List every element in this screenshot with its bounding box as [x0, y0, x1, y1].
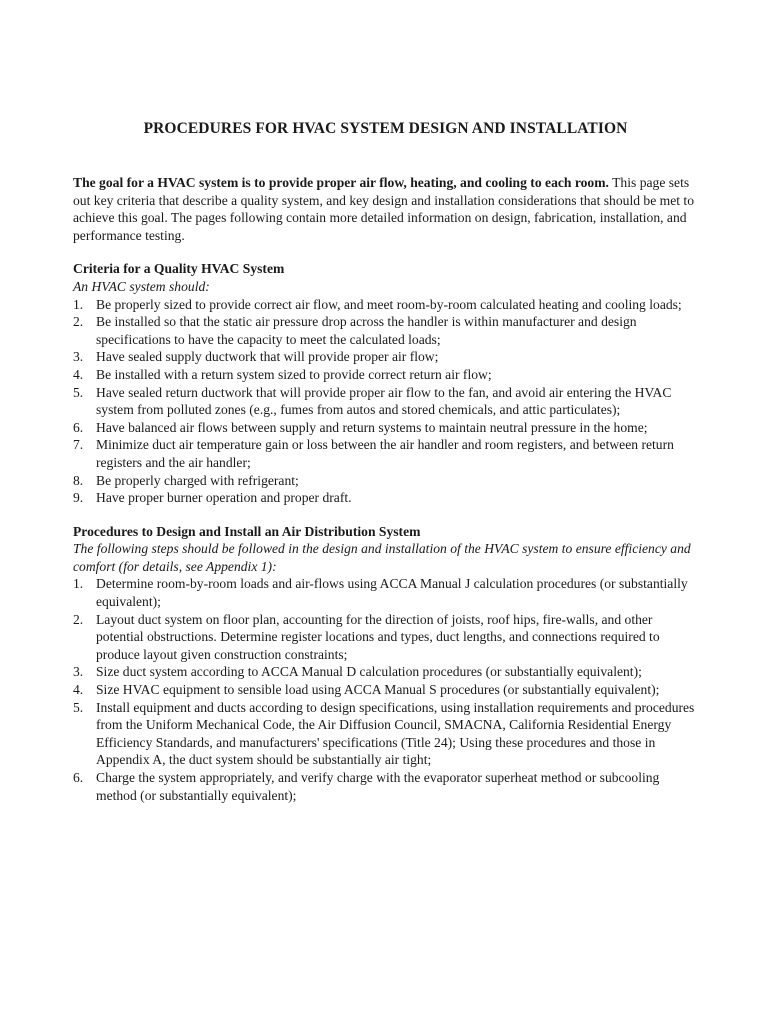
list-item: [73, 296, 698, 314]
list-item: [73, 611, 698, 664]
intro-body: This page sets out key criteria that describe a quality system, and key design and installation considerations that should be met to achieve this goal. The pages following contain more detailed information on design, fabrication, installation, and performance testing.: [73, 175, 695, 243]
list-item-text: Have proper burner operation and proper draft.: [96, 490, 352, 506]
list-item-text: Minimize duct air temperature gain or loss between the air handler and room registers, and between return registers and the air handler;: [96, 437, 674, 470]
list-item-text: Be properly sized to provide correct air flow, and meet room-by-room calculated heating and cooling loads;: [96, 296, 682, 312]
list-item-text: Determine room-by-room loads and air-flows using ACCA Manual J calculation procedures (or substantially equivalent);: [96, 576, 688, 610]
list-item: [73, 436, 698, 471]
procedures-subheading: The following steps should be followed in the design and installation of the HVAC system to ensure efficiency and comfort (for details, see Appendix 1):: [73, 541, 691, 574]
list-item-text: Be installed so that the static air pressure drop across the handler is within manufacturer and design specifications to have the capacity to meet the calculated loads;: [96, 314, 637, 347]
list-item-text: Be installed with a return system sized to provide correct return air flow;: [96, 366, 492, 382]
list-item-number: 2.: [73, 611, 84, 627]
list-item-number: 6.: [73, 419, 84, 435]
list-item: [73, 384, 698, 419]
document-title: PROCEDURES FOR HVAC SYSTEM DESIGN AND INSTALLATION: [143, 120, 628, 137]
list-item-number: 5.: [73, 384, 84, 400]
list-item: [73, 313, 698, 348]
criteria-subheading: An HVAC system should:: [73, 278, 210, 294]
list-item-text: Layout duct system on floor plan, accounting for the direction of joists, roof hips, fire-walls, and other potential obstructions. Determine register locations and types, duct lengths, and connections required to produce layout given construction constraints;: [96, 611, 660, 662]
list-item: [73, 681, 698, 699]
intro-lead: The goal for a HVAC system is to provide proper air flow, heating, and cooling to each room.: [73, 175, 609, 190]
procedures-heading: Procedures to Design and Install an Air Distribution System: [73, 523, 421, 539]
list-item: [73, 472, 698, 490]
list-item-text: Charge the system appropriately, and verify charge with the evaporator superheat method or subcooling method (or substantially equivalent);: [96, 770, 660, 803]
list-item-number: 2.: [73, 314, 84, 330]
list-item-number: 8.: [73, 472, 84, 488]
list-item: [73, 366, 698, 384]
list-item-number: 6.: [73, 770, 84, 785]
list-item: [73, 489, 698, 507]
criteria-list: [73, 296, 698, 507]
list-item: [73, 419, 698, 437]
list-item-number: 3.: [73, 664, 84, 680]
list-item-text: Have balanced air flows between supply and return systems to maintain neutral pressure in the home;: [96, 419, 648, 435]
list-item-number: 9.: [73, 490, 84, 506]
list-item-text: Be properly charged with refrigerant;: [96, 472, 299, 488]
list-item: [73, 699, 698, 769]
criteria-section: [73, 260, 698, 506]
procedures-list: [73, 575, 698, 804]
list-item-number: 5.: [73, 699, 84, 715]
list-item-text: Have sealed supply ductwork that will provide proper air flow;: [96, 349, 439, 365]
list-item-number: 7.: [73, 437, 84, 453]
list-item-number: 3.: [73, 349, 84, 365]
list-item-number: 1.: [73, 576, 84, 592]
criteria-heading: Criteria for a Quality HVAC System: [73, 261, 285, 277]
list-item-text: Have sealed return ductwork that will provide proper air flow to the fan, and avoid air entering the HVAC system from polluted zones (e.g., fumes from autos and stored chemicals, and attic particulates);: [96, 384, 672, 418]
intro-paragraph: [73, 174, 698, 244]
list-item-number: 4.: [73, 682, 84, 698]
list-item: [73, 348, 698, 366]
list-item-number: 4.: [73, 366, 84, 382]
list-item: [73, 769, 698, 804]
list-item: [73, 663, 698, 681]
list-item-text: Size HVAC equipment to sensible load using ACCA Manual S procedures (or substantially equivalent);: [96, 682, 660, 698]
list-item-text: Install equipment and ducts according to design specifications, using installation requirements and procedures from the Uniform Mechanical Code, the Air Diffusion Council, SMACNA, California Residential Energy Efficiency Standards, and manufacturers' specifications (Title 24); Using these procedures and those in Appendix A, the duct system should be substantially air tight;: [96, 699, 695, 768]
procedures-section: [73, 523, 698, 805]
list-item: [73, 575, 698, 610]
list-item-text: Size duct system according to ACCA Manual D calculation procedures (or substantially equivalent);: [96, 664, 642, 680]
list-item-number: 1.: [73, 296, 84, 312]
